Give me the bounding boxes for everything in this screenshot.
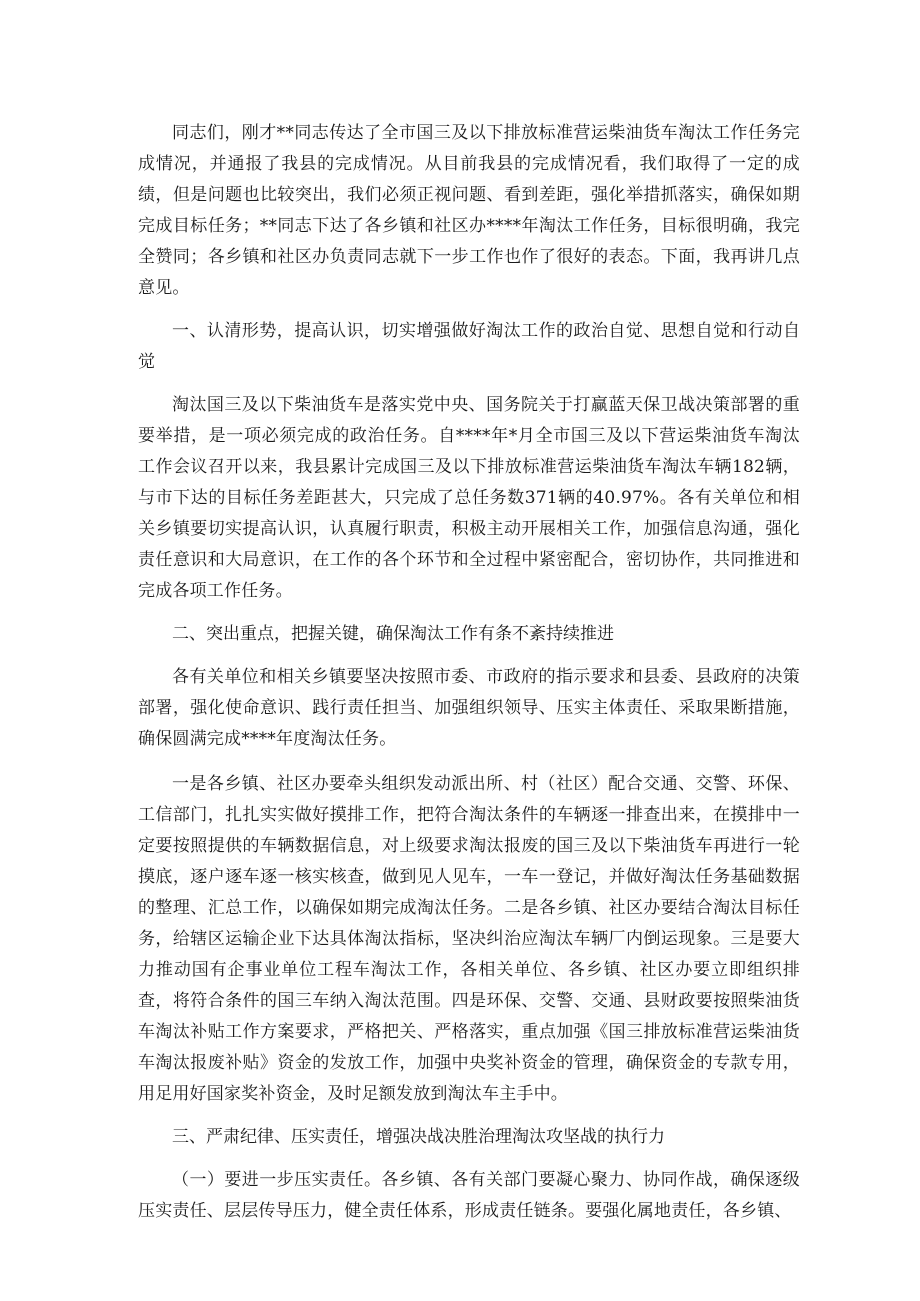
section-2-paragraph-1: 各有关单位和相关乡镇要坚决按照市委、市政府的指示要求和县委、县政府的决策部署，强化使命意识、践行责任担当、加强组织领导、压实主体责任、采取果断措施，确保圆满完成****年度淘汰任务。: [138, 667, 800, 749]
section-heading-3: 三、严肃纪律、压实责任，增强决战决胜治理淘汰攻坚战的执行力: [172, 1127, 665, 1147]
section-2-paragraph-2: 一是各乡镇、社区办要牵头组织发动派出所、村（社区）配合交通、交警、环保、工信部门，扎扎实实做好摸排工作，把符合淘汰条件的车辆逐一排查出来，在摸排中一定要按照提供的车辆数据信息，对上级要求淘汰报废的国三及以下柴油货车再进行一轮摸底，逐户逐车逐一核实核查，做到见人见车，一车一登记，并做好淘汰任务基础数据的整理、汇总工作，以确保如期完成淘汰任务。二是各乡镇、社区办要结合淘汰目标任务，给辖区运输企业下达具体淘汰指标，坚决纠治应淘汰车辆厂内倒运现象。三是要大力推动国有企事业单位工程车淘汰工作，各相关单位、各乡镇、社区办要立即组织排查，将符合条件的国三车纳入淘汰范围。四是环保、交警、交通、县财政要按照柴油货车淘汰补贴工作方案要求，严格把关、严格落实，重点加强《国三排放标准营运柴油货车淘汰报废补贴》资金的发放工作，加强中央奖补资金的管理，确保资金的专款专用，用足用好国家奖补资金，及时足额发放到淘汰车主手中。: [138, 774, 800, 1104]
section-1-paragraph: 淘汰国三及以下柴油货车是落实党中央、国务院关于打赢蓝天保卫战决策部署的重要举措，是一项必须完成的政治任务。自****年*月全市国三及以下营运柴油货车淘汰工作会议召开以来，我县累计完成国三及以下排放标准营运柴油货车淘汰车辆182辆，与市下达的目标任务差距甚大，只完成了总任务数371辆的40.97%。各有关单位和相关乡镇要切实提高认识，认真履行职责，积极主动开展相关工作，加强信息沟通，强化责任意识和大局意识，在工作的各个环节和全过程中紧密配合，密切协作，共同推进和完成各项工作任务。: [138, 395, 800, 601]
document-page: [138, 118, 800, 1227]
section-heading-2: 二、突出重点，把握关键，确保淘汰工作有条不紊持续推进: [172, 624, 614, 644]
intro-paragraph: 同志们，刚才**同志传达了全市国三及以下排放标准营运柴油货车淘汰工作任务完成情况，并通报了我县的完成情况。从目前我县的完成情况看，我们取得了一定的成绩，但是问题也比较突出，我们必须正视问题、看到差距，强化举措抓落实，确保如期完成目标任务；**同志下达了各乡镇和社区办****年淘汰工作任务，目标很明确，我完全赞同；各乡镇和社区办负责同志就下一步工作也作了很好的表态。下面，我再讲几点意见。: [138, 123, 800, 298]
section-heading-1: 一、认清形势，提高认识，切实增强做好淘汰工作的政治自觉、思想自觉和行动自觉: [138, 321, 800, 372]
section-3-paragraph-1: （一）要进一步压实责任。各乡镇、各有关部门要凝心聚力、协同作战，确保逐级压实责任、层层传导压力，健全责任体系，形成责任链条。要强化属地责任，各乡镇、: [138, 1170, 800, 1221]
